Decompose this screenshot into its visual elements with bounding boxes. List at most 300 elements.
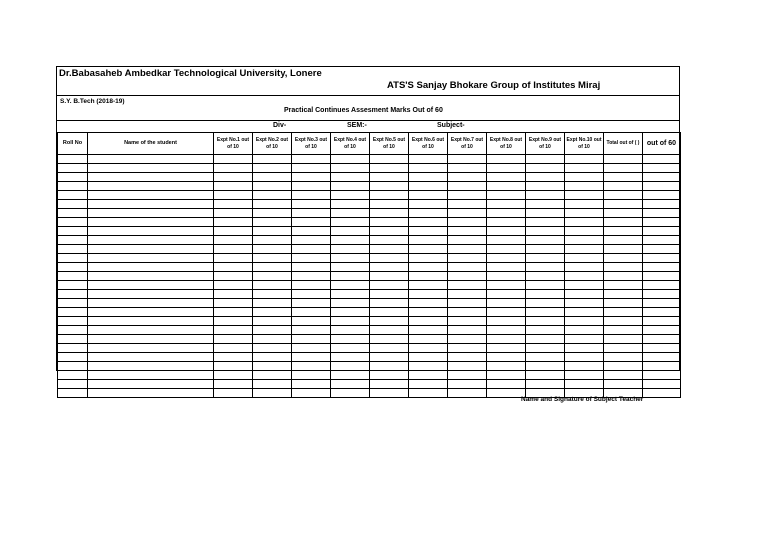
table-cell[interactable] — [487, 371, 526, 380]
table-cell[interactable] — [214, 362, 253, 371]
table-cell[interactable] — [526, 380, 565, 389]
table-cell[interactable] — [58, 380, 88, 389]
table-cell[interactable] — [526, 362, 565, 371]
table-cell[interactable] — [448, 317, 487, 326]
table-cell[interactable] — [604, 227, 643, 236]
table-cell[interactable] — [565, 299, 604, 308]
table-cell[interactable] — [448, 353, 487, 362]
table-cell[interactable] — [565, 200, 604, 209]
table-cell[interactable] — [370, 173, 409, 182]
table-cell[interactable] — [565, 245, 604, 254]
table-cell[interactable] — [448, 335, 487, 344]
table-cell[interactable] — [370, 155, 409, 164]
table-cell[interactable] — [292, 380, 331, 389]
table-cell[interactable] — [565, 182, 604, 191]
table-cell[interactable] — [487, 191, 526, 200]
table-cell[interactable] — [370, 380, 409, 389]
table-cell[interactable] — [253, 200, 292, 209]
table-cell[interactable] — [448, 155, 487, 164]
table-cell[interactable] — [253, 236, 292, 245]
table-cell[interactable] — [292, 326, 331, 335]
table-cell[interactable] — [214, 236, 253, 245]
table-cell[interactable] — [58, 281, 88, 290]
table-cell[interactable] — [526, 335, 565, 344]
table-cell[interactable] — [331, 164, 370, 173]
table-cell[interactable] — [643, 263, 681, 272]
table-cell[interactable] — [526, 164, 565, 173]
table-cell[interactable] — [253, 182, 292, 191]
table-cell[interactable] — [526, 218, 565, 227]
table-cell[interactable] — [214, 209, 253, 218]
table-cell[interactable] — [487, 236, 526, 245]
table-cell[interactable] — [526, 317, 565, 326]
table-cell[interactable] — [409, 173, 448, 182]
table-cell[interactable] — [448, 290, 487, 299]
table-cell[interactable] — [253, 227, 292, 236]
table-cell[interactable] — [487, 344, 526, 353]
table-cell[interactable] — [214, 371, 253, 380]
table-cell[interactable] — [448, 344, 487, 353]
table-cell[interactable] — [487, 209, 526, 218]
table-cell[interactable] — [253, 335, 292, 344]
table-cell[interactable] — [253, 380, 292, 389]
table-cell[interactable] — [643, 200, 681, 209]
table-cell[interactable] — [565, 191, 604, 200]
table-cell[interactable] — [643, 380, 681, 389]
table-cell[interactable] — [331, 200, 370, 209]
table-cell[interactable] — [448, 308, 487, 317]
table-cell[interactable] — [604, 362, 643, 371]
table-cell[interactable] — [88, 299, 214, 308]
table-cell[interactable] — [526, 353, 565, 362]
table-cell[interactable] — [292, 227, 331, 236]
table-cell[interactable] — [565, 317, 604, 326]
table-cell[interactable] — [487, 362, 526, 371]
table-cell[interactable] — [643, 155, 681, 164]
table-cell[interactable] — [88, 245, 214, 254]
table-cell[interactable] — [331, 353, 370, 362]
table-cell[interactable] — [448, 299, 487, 308]
table-cell[interactable] — [487, 353, 526, 362]
table-cell[interactable] — [292, 353, 331, 362]
table-cell[interactable] — [565, 344, 604, 353]
table-cell[interactable] — [214, 335, 253, 344]
table-cell[interactable] — [292, 281, 331, 290]
table-cell[interactable] — [604, 173, 643, 182]
table-cell[interactable] — [58, 236, 88, 245]
table-cell[interactable] — [604, 218, 643, 227]
table-cell[interactable] — [331, 218, 370, 227]
table-cell[interactable] — [214, 344, 253, 353]
table-cell[interactable] — [88, 281, 214, 290]
table-cell[interactable] — [604, 317, 643, 326]
table-cell[interactable] — [292, 155, 331, 164]
table-cell[interactable] — [214, 173, 253, 182]
table-cell[interactable] — [253, 254, 292, 263]
table-cell[interactable] — [604, 371, 643, 380]
table-cell[interactable] — [409, 317, 448, 326]
table-cell[interactable] — [370, 281, 409, 290]
table-cell[interactable] — [253, 317, 292, 326]
table-cell[interactable] — [214, 272, 253, 281]
table-cell[interactable] — [292, 299, 331, 308]
table-cell[interactable] — [58, 182, 88, 191]
table-cell[interactable] — [643, 245, 681, 254]
table-cell[interactable] — [58, 155, 88, 164]
table-cell[interactable] — [331, 380, 370, 389]
table-cell[interactable] — [292, 371, 331, 380]
table-cell[interactable] — [88, 290, 214, 299]
table-cell[interactable] — [409, 182, 448, 191]
table-cell[interactable] — [58, 344, 88, 353]
table-cell[interactable] — [487, 155, 526, 164]
table-cell[interactable] — [526, 344, 565, 353]
table-cell[interactable] — [253, 209, 292, 218]
table-cell[interactable] — [604, 272, 643, 281]
table-cell[interactable] — [526, 299, 565, 308]
table-cell[interactable] — [409, 272, 448, 281]
table-cell[interactable] — [253, 263, 292, 272]
table-cell[interactable] — [370, 308, 409, 317]
table-cell[interactable] — [88, 227, 214, 236]
table-cell[interactable] — [58, 164, 88, 173]
table-cell[interactable] — [487, 245, 526, 254]
table-cell[interactable] — [448, 227, 487, 236]
table-cell[interactable] — [526, 245, 565, 254]
table-cell[interactable] — [331, 173, 370, 182]
table-cell[interactable] — [643, 308, 681, 317]
table-cell[interactable] — [643, 326, 681, 335]
table-cell[interactable] — [88, 254, 214, 263]
table-cell[interactable] — [253, 353, 292, 362]
table-cell[interactable] — [526, 155, 565, 164]
table-cell[interactable] — [331, 299, 370, 308]
table-cell[interactable] — [292, 290, 331, 299]
table-cell[interactable] — [409, 371, 448, 380]
table-cell[interactable] — [214, 389, 253, 398]
table-cell[interactable] — [253, 389, 292, 398]
table-cell[interactable] — [526, 191, 565, 200]
table-cell[interactable] — [448, 200, 487, 209]
table-cell[interactable] — [487, 317, 526, 326]
table-cell[interactable] — [253, 218, 292, 227]
table-cell[interactable] — [331, 335, 370, 344]
table-cell[interactable] — [88, 326, 214, 335]
table-cell[interactable] — [88, 209, 214, 218]
table-cell[interactable] — [88, 389, 214, 398]
table-cell[interactable] — [526, 326, 565, 335]
table-cell[interactable] — [370, 209, 409, 218]
table-cell[interactable] — [253, 191, 292, 200]
table-cell[interactable] — [331, 281, 370, 290]
table-cell[interactable] — [604, 209, 643, 218]
table-cell[interactable] — [214, 182, 253, 191]
table-cell[interactable] — [409, 353, 448, 362]
table-cell[interactable] — [643, 371, 681, 380]
table-cell[interactable] — [448, 209, 487, 218]
table-cell[interactable] — [292, 335, 331, 344]
table-cell[interactable] — [58, 254, 88, 263]
table-cell[interactable] — [643, 389, 681, 398]
table-cell[interactable] — [253, 272, 292, 281]
table-cell[interactable] — [526, 371, 565, 380]
table-cell[interactable] — [487, 389, 526, 398]
table-cell[interactable] — [58, 200, 88, 209]
table-cell[interactable] — [58, 335, 88, 344]
table-cell[interactable] — [292, 209, 331, 218]
table-cell[interactable] — [331, 272, 370, 281]
table-cell[interactable] — [604, 236, 643, 245]
table-cell[interactable] — [409, 389, 448, 398]
table-cell[interactable] — [487, 308, 526, 317]
table-cell[interactable] — [253, 281, 292, 290]
table-cell[interactable] — [370, 344, 409, 353]
table-cell[interactable] — [565, 164, 604, 173]
table-cell[interactable] — [292, 362, 331, 371]
table-cell[interactable] — [214, 164, 253, 173]
table-cell[interactable] — [370, 371, 409, 380]
table-cell[interactable] — [526, 263, 565, 272]
table-cell[interactable] — [643, 299, 681, 308]
table-cell[interactable] — [58, 362, 88, 371]
table-cell[interactable] — [604, 344, 643, 353]
table-cell[interactable] — [487, 299, 526, 308]
table-cell[interactable] — [370, 200, 409, 209]
table-cell[interactable] — [526, 173, 565, 182]
table-cell[interactable] — [214, 254, 253, 263]
table-cell[interactable] — [331, 209, 370, 218]
table-cell[interactable] — [448, 164, 487, 173]
table-cell[interactable] — [88, 191, 214, 200]
table-cell[interactable] — [214, 317, 253, 326]
table-cell[interactable] — [643, 182, 681, 191]
table-cell[interactable] — [58, 299, 88, 308]
table-cell[interactable] — [487, 290, 526, 299]
table-cell[interactable] — [370, 182, 409, 191]
table-cell[interactable] — [331, 155, 370, 164]
table-cell[interactable] — [409, 191, 448, 200]
table-cell[interactable] — [58, 263, 88, 272]
table-cell[interactable] — [370, 236, 409, 245]
table-cell[interactable] — [409, 326, 448, 335]
table-cell[interactable] — [409, 155, 448, 164]
table-cell[interactable] — [565, 353, 604, 362]
table-cell[interactable] — [214, 200, 253, 209]
table-cell[interactable] — [214, 263, 253, 272]
table-cell[interactable] — [214, 353, 253, 362]
table-cell[interactable] — [448, 245, 487, 254]
table-cell[interactable] — [448, 263, 487, 272]
table-cell[interactable] — [565, 218, 604, 227]
table-cell[interactable] — [370, 299, 409, 308]
table-cell[interactable] — [214, 245, 253, 254]
table-cell[interactable] — [409, 335, 448, 344]
table-cell[interactable] — [292, 308, 331, 317]
table-cell[interactable] — [565, 272, 604, 281]
table-cell[interactable] — [604, 308, 643, 317]
table-cell[interactable] — [643, 353, 681, 362]
table-cell[interactable] — [58, 227, 88, 236]
table-cell[interactable] — [409, 200, 448, 209]
table-cell[interactable] — [370, 218, 409, 227]
table-cell[interactable] — [292, 263, 331, 272]
table-cell[interactable] — [58, 245, 88, 254]
table-cell[interactable] — [565, 236, 604, 245]
table-cell[interactable] — [409, 263, 448, 272]
table-cell[interactable] — [331, 344, 370, 353]
table-cell[interactable] — [604, 263, 643, 272]
table-cell[interactable] — [487, 227, 526, 236]
table-cell[interactable] — [253, 344, 292, 353]
table-cell[interactable] — [565, 155, 604, 164]
table-cell[interactable] — [88, 173, 214, 182]
table-cell[interactable] — [643, 227, 681, 236]
table-cell[interactable] — [604, 164, 643, 173]
table-cell[interactable] — [643, 173, 681, 182]
table-cell[interactable] — [370, 227, 409, 236]
table-cell[interactable] — [409, 245, 448, 254]
table-cell[interactable] — [292, 317, 331, 326]
table-cell[interactable] — [604, 200, 643, 209]
table-cell[interactable] — [58, 326, 88, 335]
table-cell[interactable] — [292, 191, 331, 200]
table-cell[interactable] — [331, 326, 370, 335]
table-cell[interactable] — [370, 317, 409, 326]
table-cell[interactable] — [526, 227, 565, 236]
table-cell[interactable] — [604, 326, 643, 335]
table-cell[interactable] — [409, 236, 448, 245]
table-cell[interactable] — [88, 344, 214, 353]
table-cell[interactable] — [331, 182, 370, 191]
table-cell[interactable] — [88, 353, 214, 362]
table-cell[interactable] — [214, 218, 253, 227]
table-cell[interactable] — [331, 290, 370, 299]
table-cell[interactable] — [370, 191, 409, 200]
table-cell[interactable] — [526, 200, 565, 209]
table-cell[interactable] — [331, 227, 370, 236]
table-cell[interactable] — [88, 218, 214, 227]
table-cell[interactable] — [604, 191, 643, 200]
table-cell[interactable] — [292, 245, 331, 254]
table-cell[interactable] — [643, 272, 681, 281]
table-cell[interactable] — [565, 281, 604, 290]
table-cell[interactable] — [253, 173, 292, 182]
table-cell[interactable] — [88, 317, 214, 326]
table-cell[interactable] — [214, 308, 253, 317]
table-cell[interactable] — [604, 245, 643, 254]
table-cell[interactable] — [253, 245, 292, 254]
table-cell[interactable] — [526, 254, 565, 263]
table-cell[interactable] — [370, 164, 409, 173]
table-cell[interactable] — [331, 254, 370, 263]
table-cell[interactable] — [88, 380, 214, 389]
table-cell[interactable] — [370, 254, 409, 263]
table-cell[interactable] — [253, 299, 292, 308]
table-cell[interactable] — [448, 218, 487, 227]
table-cell[interactable] — [487, 200, 526, 209]
table-cell[interactable] — [643, 281, 681, 290]
table-cell[interactable] — [487, 263, 526, 272]
table-cell[interactable] — [292, 254, 331, 263]
table-cell[interactable] — [331, 245, 370, 254]
table-cell[interactable] — [331, 308, 370, 317]
table-cell[interactable] — [214, 227, 253, 236]
table-cell[interactable] — [565, 362, 604, 371]
table-cell[interactable] — [526, 236, 565, 245]
table-cell[interactable] — [88, 200, 214, 209]
table-cell[interactable] — [565, 209, 604, 218]
table-cell[interactable] — [331, 389, 370, 398]
table-cell[interactable] — [565, 254, 604, 263]
table-cell[interactable] — [58, 389, 88, 398]
table-cell[interactable] — [487, 281, 526, 290]
table-cell[interactable] — [292, 164, 331, 173]
table-cell[interactable] — [331, 236, 370, 245]
table-cell[interactable] — [214, 191, 253, 200]
table-cell[interactable] — [565, 173, 604, 182]
table-cell[interactable] — [88, 272, 214, 281]
table-cell[interactable] — [409, 209, 448, 218]
table-cell[interactable] — [214, 155, 253, 164]
table-cell[interactable] — [448, 281, 487, 290]
table-cell[interactable] — [88, 164, 214, 173]
table-cell[interactable] — [604, 353, 643, 362]
table-cell[interactable] — [526, 209, 565, 218]
table-cell[interactable] — [58, 353, 88, 362]
table-cell[interactable] — [643, 236, 681, 245]
table-cell[interactable] — [58, 317, 88, 326]
table-cell[interactable] — [370, 362, 409, 371]
table-cell[interactable] — [604, 299, 643, 308]
table-cell[interactable] — [409, 344, 448, 353]
table-cell[interactable] — [565, 326, 604, 335]
table-cell[interactable] — [58, 290, 88, 299]
table-cell[interactable] — [448, 254, 487, 263]
table-cell[interactable] — [487, 254, 526, 263]
table-cell[interactable] — [565, 335, 604, 344]
table-cell[interactable] — [88, 182, 214, 191]
table-cell[interactable] — [643, 344, 681, 353]
table-cell[interactable] — [526, 290, 565, 299]
table-cell[interactable] — [370, 263, 409, 272]
table-cell[interactable] — [58, 308, 88, 317]
table-cell[interactable] — [448, 182, 487, 191]
table-cell[interactable] — [88, 308, 214, 317]
table-cell[interactable] — [565, 227, 604, 236]
table-cell[interactable] — [643, 254, 681, 263]
table-cell[interactable] — [604, 380, 643, 389]
table-cell[interactable] — [292, 173, 331, 182]
table-cell[interactable] — [331, 362, 370, 371]
table-cell[interactable] — [448, 191, 487, 200]
table-cell[interactable] — [58, 371, 88, 380]
table-cell[interactable] — [643, 209, 681, 218]
table-cell[interactable] — [370, 272, 409, 281]
table-cell[interactable] — [448, 236, 487, 245]
table-cell[interactable] — [487, 173, 526, 182]
table-cell[interactable] — [526, 281, 565, 290]
table-cell[interactable] — [604, 182, 643, 191]
table-cell[interactable] — [214, 380, 253, 389]
table-cell[interactable] — [409, 227, 448, 236]
table-cell[interactable] — [409, 380, 448, 389]
table-cell[interactable] — [253, 362, 292, 371]
table-cell[interactable] — [214, 281, 253, 290]
table-cell[interactable] — [409, 164, 448, 173]
table-cell[interactable] — [331, 317, 370, 326]
table-cell[interactable] — [292, 218, 331, 227]
table-cell[interactable] — [643, 191, 681, 200]
